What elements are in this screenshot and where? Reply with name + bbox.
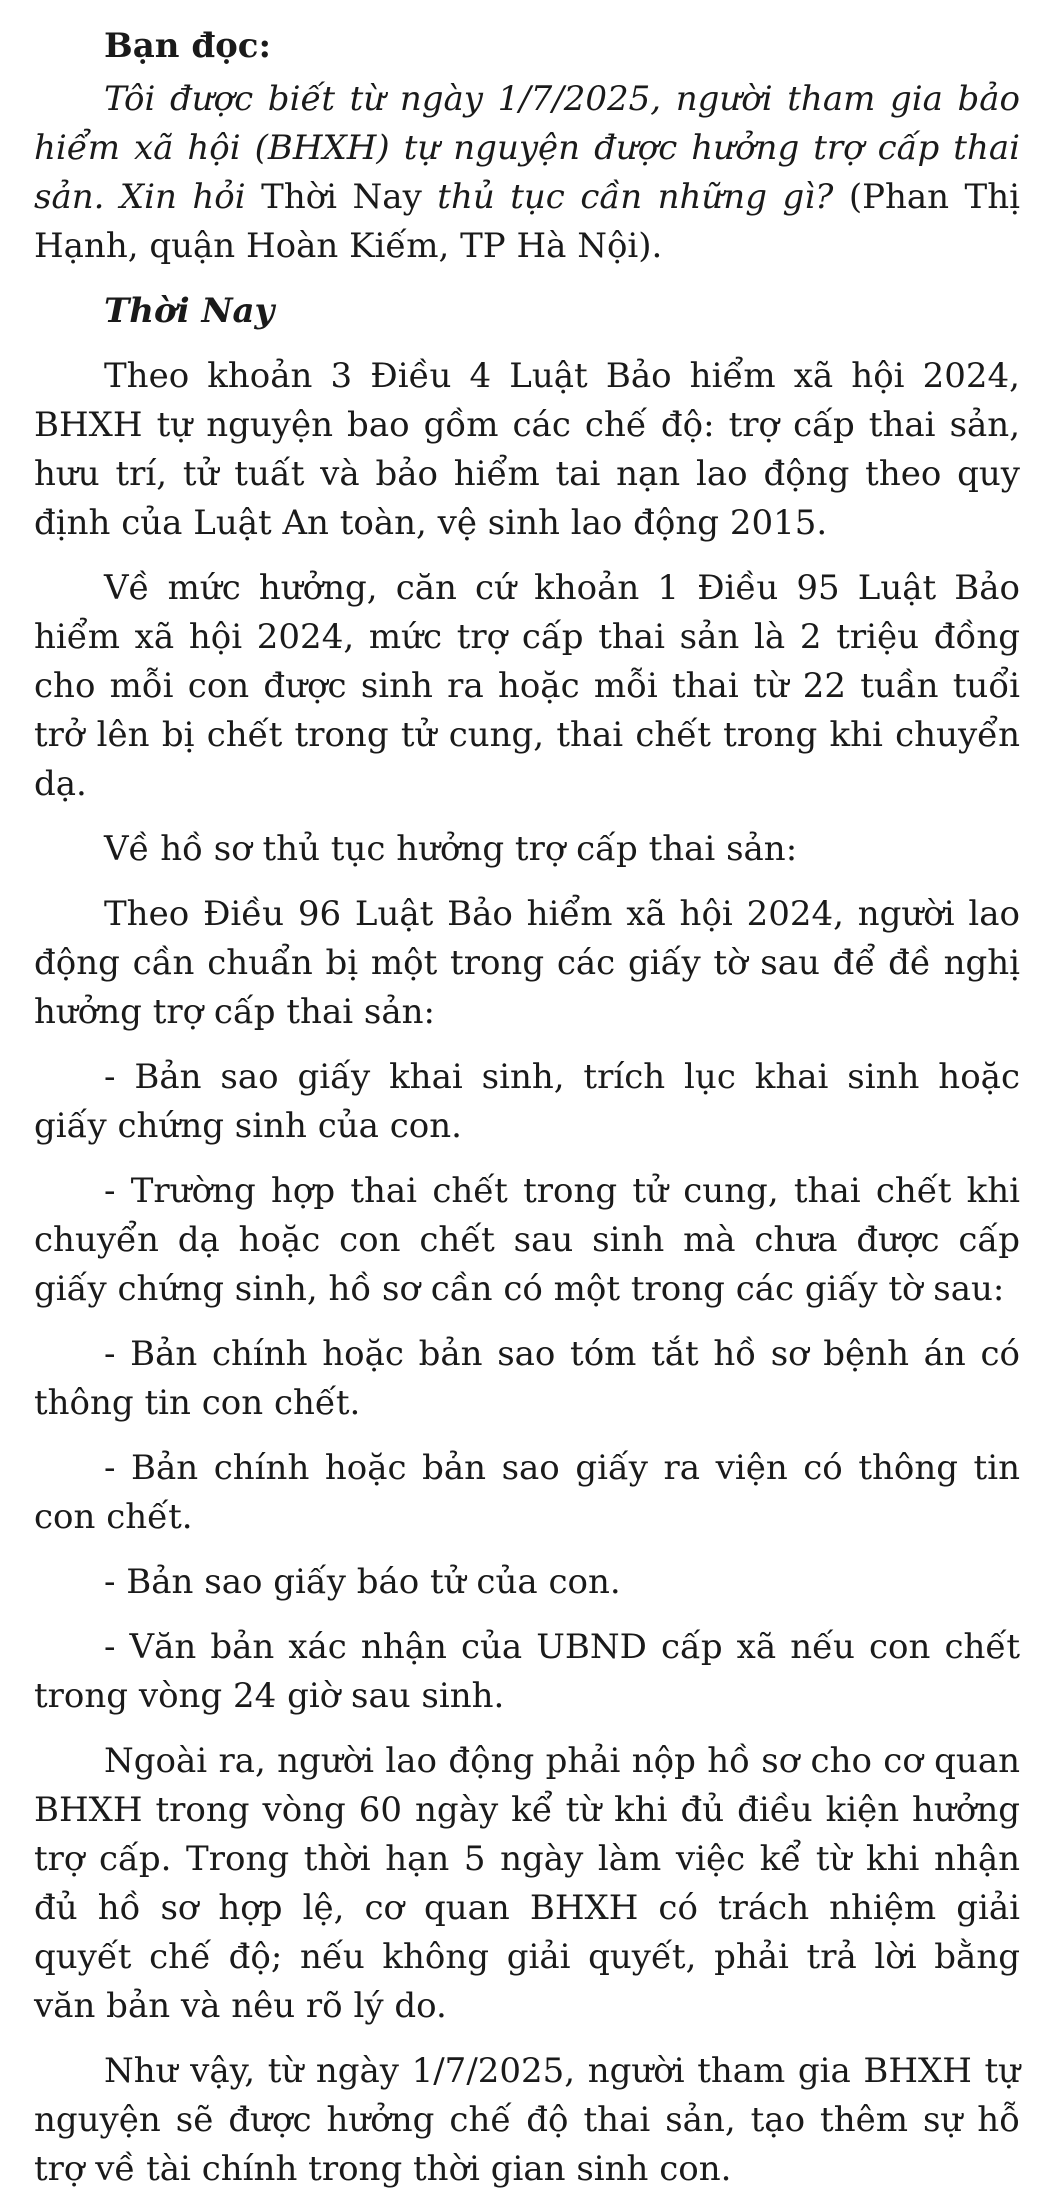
reader-signature: (Phan Thị Hạnh, quận Hoàn Kiếm, TP Hà Nội). [34, 177, 1020, 266]
answer-paragraph: Theo Điều 96 Luật Bảo hiểm xã hội 2024, người lao động cần chuẩn bị một trong các giấy tờ sau để đề nghị hưởng trợ cấp thai sản: [34, 894, 1020, 1032]
answer-paragraph: Theo khoản 3 Điều 4 Luật Bảo hiểm xã hội 2024, BHXH tự nguyện bao gồm các chế độ: trợ cấp thai sản, hưu trí, tử tuất và bảo hiểm tai nạn lao động theo quy định của Luật An toàn, vệ sinh lao động 2015. [34, 356, 1020, 543]
answer-label: Thời Nay [104, 291, 275, 331]
question-text-end: thủ tục cần những gì? [421, 177, 834, 217]
conclusion-paragraph: Như vậy, từ ngày 1/7/2025, người tham gia BHXH tự nguyện sẽ được hưởng chế độ thai sản, tạo thêm sự hỗ trợ về tài chính trong thời gian sinh con. [34, 2051, 1020, 2189]
list-item: - Bản sao giấy báo tử của con. [104, 1562, 621, 1602]
reader-question [34, 75, 1020, 271]
question-text: Tôi được biết từ ngày 1/7/2025, người tham gia bảo hiểm xã hội (BHXH) tự nguyện được hưởng trợ cấp thai sản. Xin hỏi [34, 79, 1020, 217]
list-item: - Bản chính hoặc bản sao tóm tắt hồ sơ bệnh án có thông tin con chết. [34, 1334, 1020, 1423]
list-item: - Trường hợp thai chết trong tử cung, thai chết khi chuyển dạ hoặc con chết sau sinh mà chưa được cấp giấy chứng sinh, hồ sơ cần có một trong các giấy tờ sau: [34, 1171, 1020, 1309]
reader-label: Bạn đọc: [104, 26, 272, 66]
list-item: - Văn bản xác nhận của UBND cấp xã nếu con chết trong vòng 24 giờ sau sinh. [34, 1627, 1020, 1716]
newspaper-name: Thời Nay [261, 177, 422, 217]
answer-paragraph: Ngoài ra, người lao động phải nộp hồ sơ cho cơ quan BHXH trong vòng 60 ngày kể từ khi đủ điều kiện hưởng trợ cấp. Trong thời hạn 5 ngày làm việc kể từ khi nhận đủ hồ sơ hợp lệ, cơ quan BHXH có trách nhiệm giải quyết chế độ; nếu không giải quyết, phải trả lời bằng văn bản và nêu rõ lý do. [34, 1741, 1020, 2026]
list-item: - Bản sao giấy khai sinh, trích lục khai sinh hoặc giấy chứng sinh của con. [34, 1057, 1020, 1146]
answer-paragraph: Về hồ sơ thủ tục hưởng trợ cấp thai sản: [104, 829, 798, 869]
list-item: - Bản chính hoặc bản sao giấy ra viện có thông tin con chết. [34, 1448, 1020, 1537]
answer-paragraph: Về mức hưởng, căn cứ khoản 1 Điều 95 Luật Bảo hiểm xã hội 2024, mức trợ cấp thai sản là 2 triệu đồng cho mỗi con được sinh ra hoặc mỗi thai từ 22 tuần tuổi trở lên bị chết trong tử cung, thai chết trong khi chuyển dạ. [34, 568, 1020, 804]
